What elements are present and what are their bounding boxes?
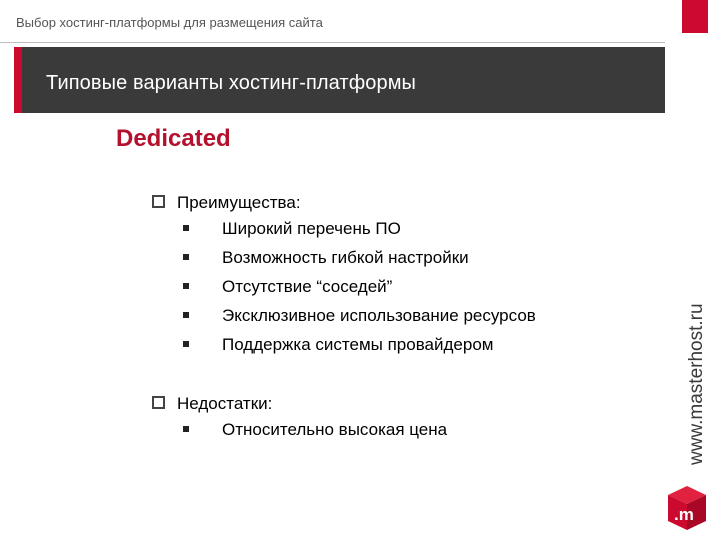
logo-text: .m [674, 505, 694, 524]
list-item [152, 335, 536, 364]
cube-logo-icon [664, 484, 710, 532]
list-item [152, 306, 536, 335]
list-item-text: Широкий перечень ПО [222, 219, 401, 238]
advantages-header [152, 193, 536, 219]
breadcrumb: Выбор хостинг-платформы для размещения сайта [16, 15, 323, 30]
list-item-text: Возможность гибкой настройки [222, 248, 469, 267]
disadvantages-list [152, 394, 447, 449]
disadvantages-header [152, 394, 447, 420]
website-url: www.masterhost.ru [686, 303, 707, 465]
square-bullet-icon [183, 312, 189, 318]
advantages-list [152, 193, 536, 364]
list-item-text: Относительно высокая цена [222, 420, 448, 439]
list-item-text: Эксклюзивное использование ресурсов [222, 306, 536, 325]
header-divider [0, 42, 665, 43]
advantages-label: Преимущества: [177, 193, 301, 212]
checkbox-bullet-icon [152, 195, 165, 208]
list-item-text: Отсутствие “соседей” [222, 277, 393, 296]
square-bullet-icon [183, 283, 189, 289]
page-title: Типовые варианты хостинг-платформы [46, 72, 417, 94]
corner-accent-block [682, 0, 708, 33]
square-bullet-icon [183, 426, 189, 432]
title-accent-stripe [14, 47, 22, 113]
list-item-text: Поддержка системы провайдером [222, 335, 494, 354]
title-bar [14, 47, 665, 113]
square-bullet-icon [183, 254, 189, 260]
masterhost-logo [664, 484, 710, 532]
list-item [152, 277, 536, 306]
list-item [152, 420, 447, 449]
checkbox-bullet-icon [152, 396, 165, 409]
square-bullet-icon [183, 341, 189, 347]
section-heading: Dedicated [116, 125, 231, 152]
disadvantages-label: Недостатки: [177, 394, 273, 413]
list-item [152, 219, 536, 248]
list-item [152, 248, 536, 277]
square-bullet-icon [183, 225, 189, 231]
